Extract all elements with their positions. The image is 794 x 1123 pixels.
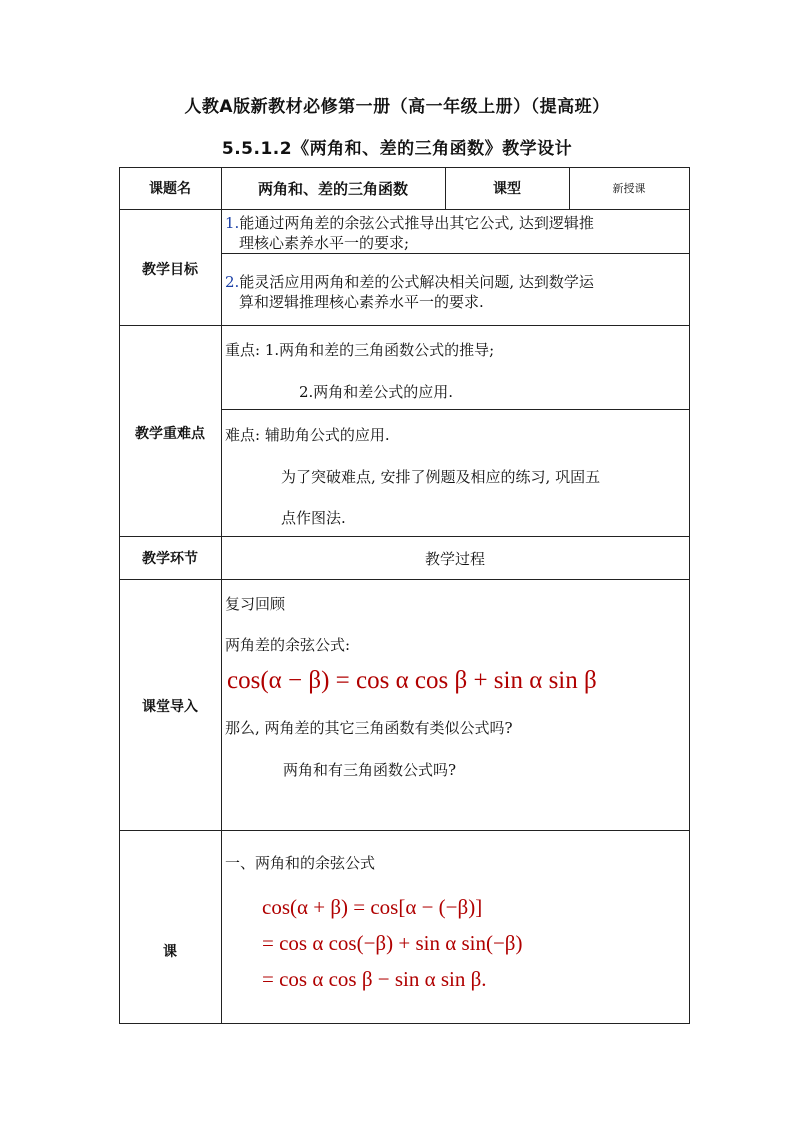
table-border-bottom bbox=[119, 1023, 690, 1024]
goal-1-line2: 理核心素养水平一的要求; bbox=[239, 234, 410, 252]
goal-1-line1: 能通过两角差的余弦公式推导出其它公式, 达到逻辑推 bbox=[239, 214, 594, 232]
derivation-line-3: = cos α cos β − sin α sin β. bbox=[262, 967, 487, 991]
type-label: 课型 bbox=[493, 181, 521, 197]
column-divider bbox=[221, 167, 222, 1024]
topic-value: 两角和、差的三角函数 bbox=[257, 180, 408, 198]
derivation-line-1: cos(α + β) = cos[α − (−β)] bbox=[262, 895, 483, 919]
strategy-line1: 为了突破难点, 安排了例题及相应的练习, 巩固五 bbox=[281, 468, 601, 486]
document-subtitle: 5.5.1.2《两角和、差的三角函数》教学设计 bbox=[221, 139, 573, 159]
goal-2-line2: 算和逻辑推理核心素养水平一的要求. bbox=[239, 293, 484, 311]
process-title: 教学过程 bbox=[424, 550, 485, 568]
cosine-difference-formula: cos(α − β) = cos α cos β + sin α sin β bbox=[227, 667, 597, 694]
row-divider bbox=[119, 325, 690, 326]
focus-line1 bbox=[225, 339, 494, 360]
focus-item1: 1.两角和差的三角函数公式的推导; bbox=[264, 341, 495, 359]
process-stage-label: 教学环节 bbox=[142, 551, 198, 567]
goal-1-number: 1. bbox=[225, 214, 240, 232]
row-divider bbox=[221, 253, 690, 254]
question-2: 两角和有三角函数公式吗? bbox=[283, 761, 457, 779]
lesson-label: 课 bbox=[163, 944, 177, 960]
topic-label: 课题名 bbox=[149, 181, 191, 197]
formula-label: 两角差的余弦公式: bbox=[225, 636, 351, 654]
type-value: 新授课 bbox=[612, 182, 646, 195]
table-border-right bbox=[689, 167, 690, 1024]
focus-item2: 2.两角和差公式的应用. bbox=[299, 383, 454, 401]
goal-2-number: 2. bbox=[225, 273, 240, 291]
intro-label: 课堂导入 bbox=[142, 699, 198, 715]
derivation-line-2: = cos α cos(−β) + sin α sin(−β) bbox=[262, 931, 523, 955]
goal-1 bbox=[225, 212, 594, 233]
key-points-label: 教学重难点 bbox=[135, 426, 205, 442]
goals-label: 教学目标 bbox=[142, 262, 198, 278]
row-divider bbox=[119, 830, 690, 831]
table-border-top bbox=[119, 167, 690, 168]
row-divider bbox=[119, 536, 690, 537]
row-divider bbox=[119, 209, 690, 210]
review-heading: 复习回顾 bbox=[225, 595, 286, 613]
document-title: 人教A版新教材必修第一册（高一年级上册）（提高班） bbox=[184, 97, 610, 117]
goal-2 bbox=[225, 271, 594, 292]
lesson-heading: 一、两角和的余弦公式 bbox=[225, 854, 376, 872]
strategy-line2: 点作图法. bbox=[281, 509, 346, 527]
row-divider bbox=[221, 409, 690, 410]
focus-prefix: 重点: bbox=[225, 341, 265, 359]
lesson-plan-table bbox=[119, 167, 690, 1024]
table-border-left bbox=[119, 167, 120, 1024]
difficulty: 难点: 辅助角公式的应用. bbox=[225, 426, 390, 444]
goal-2-line1: 能灵活应用两角和差的公式解决相关问题, 达到数学运 bbox=[239, 273, 594, 291]
row-divider bbox=[119, 579, 690, 580]
question-1: 那么, 两角差的其它三角函数有类似公式吗? bbox=[225, 719, 513, 737]
